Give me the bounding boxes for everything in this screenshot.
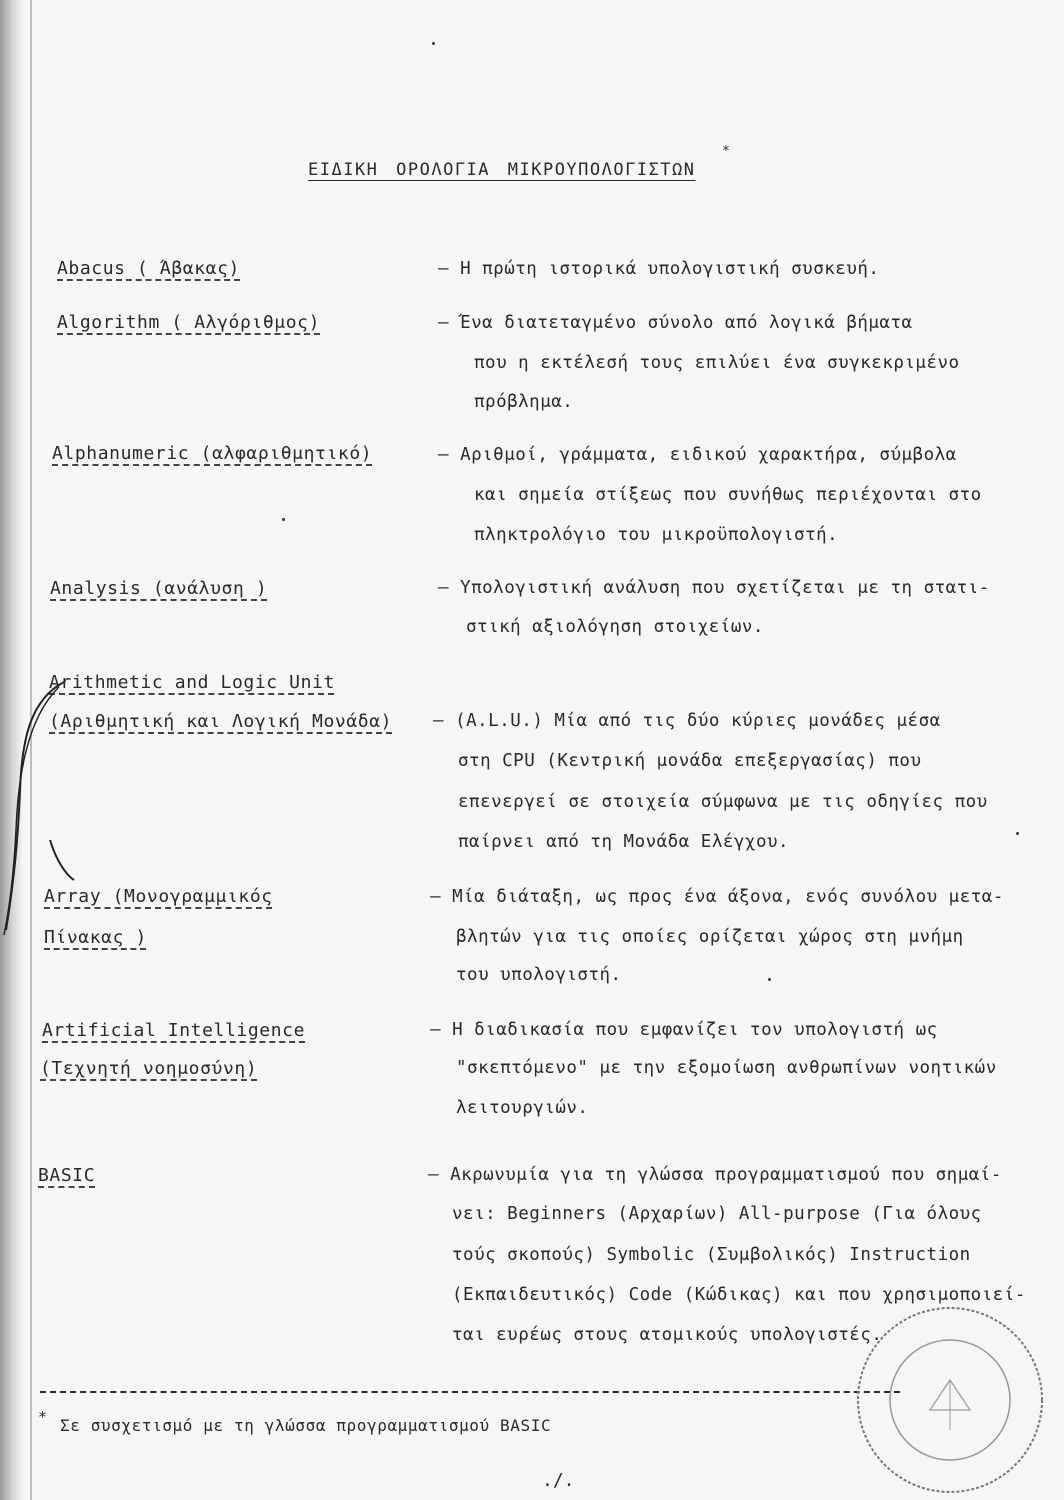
term-alu: Arithmetic and Logic Unit (49, 672, 335, 693)
definition-line: που η εκτέλεσή τους επιλύει ένα συγκεκριμένο (474, 353, 960, 373)
definition-line: πληκτρολόγιο του μικροϋπολογιστή. (474, 525, 839, 545)
definition-line: ται ευρέως στους ατομικούς υπολογιστές. (452, 1325, 883, 1345)
definition-line: παίρνει από τη Μονάδα Ελέγχου. (458, 832, 790, 852)
handwritten-bracket-mark (0, 680, 80, 940)
page-continuation-mark: ./. (542, 1470, 575, 1491)
definition-line: – Η πρώτη ιστορικά υπολογιστική συσκευή. (438, 259, 880, 279)
term-artificial-intelligence: Artificial Intelligence (42, 1020, 306, 1041)
definition-line: νει: Beginners (Αρχαρίων) All-purpose (Για όλους (452, 1204, 982, 1224)
speck (1016, 832, 1019, 835)
title-footnote-mark: * (722, 144, 730, 159)
term-array: Array (Μονογραμμικός (44, 886, 273, 907)
definition-line: – Ένα διατεταγμένο σύνολο από λογικά βήματα (438, 313, 913, 333)
definition-line: τούς σκοπούς) Symbolic (Συμβολικός) Instruction (452, 1245, 971, 1265)
definition-line: στική αξιολόγηση στοιχείων. (466, 617, 764, 637)
term-algorithm: Algorithm ( Αλγόριθμος) (57, 312, 321, 333)
definition-line: πρόβλημα. (474, 392, 574, 412)
definition-line: του υπολογιστή. (456, 965, 622, 985)
page-title: ΕΙΔΙΚΗ ΟΡΟΛΟΓΙΑ ΜΙΚΡΟΥΠΟΛΟΓΙΣΤΩΝ (308, 160, 696, 180)
definition-line: – Αριθμοί, γράμματα, ειδικού χαρακτήρα, σύμβολα (438, 445, 957, 465)
definition-line: "σκεπτόμενο" με την εξομοίωση ανθρωπίνων νοητικών (456, 1058, 997, 1078)
definition-line: – Η διαδικασία που εμφανίζει τον υπολογιστή ως (430, 1020, 938, 1040)
definition-line: βλητών για τις οποίες ορίζεται χώρος στη μνήμη (456, 927, 964, 947)
term-abacus: Abacus ( Άβακας) (57, 258, 240, 279)
definition-line: (Εκπαιδευτικός) Code (Κώδικας) και που χρησιμοποιεί- (452, 1285, 1026, 1305)
definition-line: – Μία διάταξη, ως προς ένα άξονα, ενός συνόλου μετα- (430, 887, 1004, 907)
footnote-text: Σε συσχετισμό με τη γλώσσα προγραμματισμού BASIC (60, 1416, 552, 1435)
definition-line: λειτουργιών. (456, 1098, 589, 1118)
definition-line: – (A.L.U.) Μία από τις δύο κύριες μονάδες μέσα (433, 711, 941, 731)
term-array-greek: Πίνακας ) (44, 927, 147, 948)
term-artificial-intelligence-greek: (Τεχνητή νοημοσύνη) (40, 1058, 258, 1079)
footnote-separator (40, 1391, 900, 1393)
speck (432, 42, 435, 45)
library-stamp (850, 1300, 1050, 1500)
definition-line: – Υπολογιστική ανάλυση που σχετίζεται με τη στατι- (438, 578, 990, 598)
footnote-mark: * (38, 1408, 48, 1426)
term-alphanumeric: Alphanumeric (αλφαριθμητικό) (52, 443, 373, 464)
definition-line: επενεργεί σε στοιχεία σύμφωνα με τις οδηγίες που (458, 792, 988, 812)
speck (282, 518, 285, 521)
term-basic: BASIC (38, 1165, 96, 1186)
definition-line: στη CPU (Κεντρική μονάδα επεξεργασίας) που (458, 751, 922, 771)
speck (768, 978, 771, 981)
term-alu-greek: (Αριθμητική και Λογική Μονάδα) (49, 711, 393, 732)
definition-line: και σημεία στίξεως που συνήθως περιέχονται στο (474, 485, 982, 505)
definition-line: – Ακρωνυμία για τη γλώσσα προγραμματισμού που σημαί- (428, 1165, 1002, 1185)
term-analysis: Analysis (ανάλυση ) (50, 578, 268, 599)
